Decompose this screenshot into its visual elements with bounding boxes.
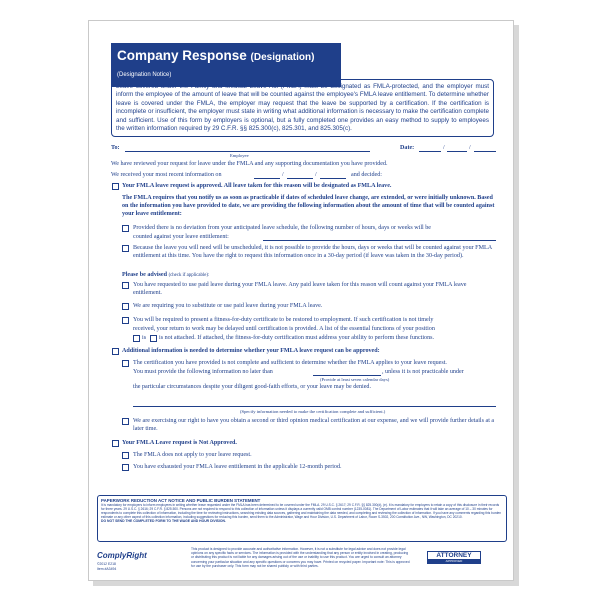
advised-label-line <box>122 271 209 280</box>
paperwork-title: PAPERWORK REDUCTION ACT NOTICE AND PUBLIC BURDEN STATEMENT <box>101 498 261 503</box>
attached-is-checkbox[interactable] <box>133 335 140 342</box>
not-approved-option-2-checkbox[interactable] <box>122 464 129 471</box>
approved-option-2-checkbox[interactable] <box>122 245 129 252</box>
paperwork-body: It is mandatory for employers to inform employees in writing whether leave requested under the FMLA has been determined to be covered under the FMLA. 29 U.S.C. § 2617; 29 C.F.R. §§ 825.300(d), (e). It is mandatory for employers to retain a copy of this disclosure in their records for three years. 29 U.S.C. § 2616; 29 C.F.R. § 825.500. Persons are not required to respond to this collection of information unless it displays a currently valid OMB control number (1235-0081). The Department of Labor estimates that it will take an average of 10 – 30 minutes for respondents to complete this collection of information, including the time for reviewing instructions, searching existing data sources, gathering and maintaining the data needed, and completing and reviewing the collection of information. If you have any comments regarding this burden estimate or any other aspect of this collection information, including suggestions for reducing this burden, send them to the Administrator, Wage and Hour Division, U.S. Department of Labor, Room S-3502, 200 Constitution Ave., NW, Washington, DC 20210. <box>101 503 502 519</box>
additional-option-1-line2b: , unless it is not practicable under <box>382 369 464 375</box>
title-subtitle: (Designation) <box>250 52 315 63</box>
additional-checkbox[interactable] <box>112 348 119 355</box>
not-approved-checkbox[interactable] <box>112 440 119 447</box>
not-approved-option-1-text: The FMLA does not apply to your leave request. <box>133 452 252 458</box>
date-day-field[interactable] <box>447 151 467 152</box>
footer-disclaimer: This product is designed to provide accurate and authoritative information. However, it is not a substitute for legal advice and does not provide legal opinions on any specific facts or services. The information is provided with the understanding that any person or entity involved in creating, producing or distributing this product is not liable for any damages arising out of the use or inability to use this product. You are urged to consult an attorney concerning your particular situation and any specific questions or concerns you may have. Printed on recycled paper. Important note: This is approved for use by the purchaser only. This form may not be shared publicly or with third parties. <box>191 547 410 568</box>
date-month-field[interactable] <box>419 151 441 152</box>
to-label: To: <box>111 145 120 151</box>
approved-option-1-line2: counted against your leave entitlement: <box>133 234 229 240</box>
intro-box: Leave covered under the Family and Medical Leave Act (FMLA) must be designated as FMLA-protected, and the employer must inform the employee of the amount of leave that will be counted against the employee's FMLA leave entitlement. To determine whether leave is covered under the FMLA, the employer may request that the leave be supported by a certification. If the certification is incomplete or insufficient, the employer must state in writing what additional information is necessary to make the certification complete and sufficient. Use of this form by employers is optional, but a fully completed one provides an easy method to supply to employees the written information required by 29 C.F.R. §§ 825.300(c), 825.301, and 825.305(c). <box>111 79 494 137</box>
badge-top-text: ATTORNEY <box>436 552 472 559</box>
received-prefix: We received your most recent information on <box>111 172 222 178</box>
received-slash: / <box>282 172 284 178</box>
date-label: Date: <box>400 145 415 151</box>
received-suffix: and decided: <box>351 172 382 178</box>
additional-option-1-line2a: You must provide the following information no later than <box>133 369 273 375</box>
additional-option-2-checkbox[interactable] <box>122 418 129 425</box>
title-text: Company Response <box>117 48 247 63</box>
attached-is-label: is <box>142 335 147 341</box>
date-slash: / <box>443 145 445 151</box>
additional-option-1-line1: The certification you have provided is not complete and sufficient to determine whether the FMLA applies to your leave request. <box>133 360 447 366</box>
reviewed-line: We have reviewed your request for leave under the FMLA and any supporting documentation you have provided. <box>111 161 388 167</box>
received-day-field[interactable] <box>287 178 313 179</box>
advised-option-2-checkbox[interactable] <box>122 303 129 310</box>
date-slash: / <box>469 145 471 151</box>
attached-is-not-checkbox[interactable] <box>150 335 157 342</box>
advised-option-3-line3: is not attached. If attached, the fitness-for-duty certification must address your ability to perform these functions. <box>159 335 435 341</box>
advised-label-note: (check if applicable): <box>168 273 210 278</box>
not-approved-option-2-text: You have exhausted your FMLA leave entitlement in the applicable 12-month period. <box>133 464 342 470</box>
advised-option-3-line1: You will be required to present a fitness-for-duty certificate to be restored to employment. If such certification is not timely <box>133 317 434 323</box>
leave-amount-field[interactable] <box>263 240 496 241</box>
advised-option-2-text: We are requiring you to substitute or use paid leave during your FMLA leave. <box>133 303 323 309</box>
received-year-field[interactable] <box>320 178 346 179</box>
complyright-logo: ComplyRight <box>97 551 147 560</box>
additional-option-2-text: We are exercising our right to have you obtain a second or third opinion medical certification at our expense, and we will provide further details at a later time. <box>133 418 495 433</box>
badge-bottom-text: APPROVED <box>428 559 480 563</box>
deadline-field[interactable] <box>313 375 381 376</box>
received-slash: / <box>315 172 317 178</box>
paperwork-final: DO NOT SEND THE COMPLETED FORM TO THE WAGE AND HOUR DIVISION. <box>101 519 226 523</box>
advised-option-3-line2: received, your return to work may be delayed until certification is provided. A list of the essential functions of your position <box>133 326 435 332</box>
not-approved-heading: Your FMLA Leave request is Not Approved. <box>122 440 237 446</box>
advised-option-1-text: You have requested to use paid leave during your FMLA leave. Any paid leave taken for this reason will count against your FMLA leave entitlement. <box>133 282 467 297</box>
item-number: Item #A3494 <box>97 567 117 571</box>
approved-paragraph: The FMLA requires that you notify us as soon as practicable if dates of scheduled leave change, are extended, or were initially unknown. Based on the information you have provided to date, we are providing the following information about the amount of time that will be counted against your leave entitlement: <box>122 195 495 218</box>
specify-info-field[interactable] <box>133 406 496 407</box>
copyright-code: ©2012 E218 <box>97 562 116 566</box>
approved-option-1-line1: Provided there is no deviation from your anticipated leave schedule, the following number of hours, days or weeks will be <box>133 225 432 231</box>
date-year-field[interactable] <box>474 151 496 152</box>
form-title <box>117 48 314 63</box>
received-month-field[interactable] <box>254 178 280 179</box>
approved-option-2-text: Because the leave you will need will be unscheduled, it is not possible to provide the hours, days or weeks that will be counted against your FMLA entitlement at this time. You have the right to request this information once in a 30-day period (if leave was taken in the 30-day period). <box>133 245 492 260</box>
advised-option-3-checkbox[interactable] <box>122 317 129 324</box>
provide-caption: (Provide at least seven calendar days) <box>320 377 390 382</box>
attorney-approved-badge <box>427 551 481 564</box>
employee-caption: Employee <box>230 153 249 158</box>
employee-name-field[interactable] <box>125 151 370 152</box>
additional-heading: Additional information is needed to determine whether your FMLA leave request can be approved: <box>122 348 380 354</box>
additional-option-1-checkbox[interactable] <box>122 360 129 367</box>
not-approved-option-1-checkbox[interactable] <box>122 452 129 459</box>
advised-option-1-checkbox[interactable] <box>122 282 129 289</box>
approved-heading: Your FMLA leave request is approved. All leave taken for this reason will be designated as FMLA leave. <box>122 183 392 189</box>
approved-checkbox[interactable] <box>112 183 119 190</box>
approved-option-1-checkbox[interactable] <box>122 225 129 232</box>
additional-option-1-line3: the particular circumstances despite your diligent good-faith efforts, or your leave may be denied. <box>133 384 371 390</box>
form-sheet <box>88 20 514 581</box>
paperwork-notice <box>97 495 507 542</box>
advised-label: Please be advised <box>122 272 168 278</box>
title-note: (Designation Notice) <box>117 72 172 78</box>
specify-caption: (Specify information needed to make the certification complete and sufficient.) <box>240 409 386 414</box>
